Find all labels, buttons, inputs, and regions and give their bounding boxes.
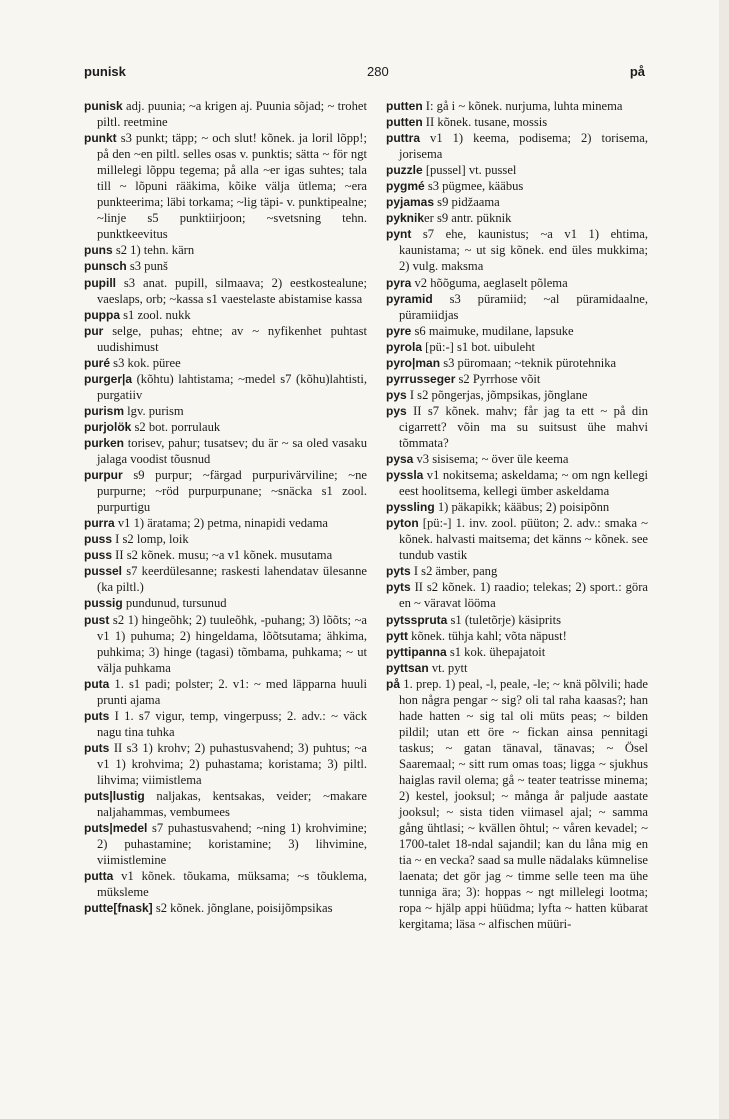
dictionary-entry xyxy=(84,371,367,403)
dictionary-entry xyxy=(386,676,648,933)
entry-definition: s1 kok. ühepajatoit xyxy=(446,644,546,659)
entry-headword: purra xyxy=(84,516,115,531)
entry-headword: pynt xyxy=(386,227,412,242)
entry-definition: selge, puhas; ehtne; av ~ nyfikenhet puhtast uudishimust xyxy=(97,323,367,354)
entry-definition: I s2 lomp, loik xyxy=(112,532,189,547)
entry-definition: v2 hõõguma, aeglaselt põlema xyxy=(411,275,568,290)
entry-definition: [pü:-] 1. inv. zool. püüton; 2. adv.: smaka ~ kõnek. halvasti maitsema; det känns ~ kõnek. see tundub vastik xyxy=(399,516,648,563)
entry-headword: putte[fnask] xyxy=(84,901,153,916)
entry-headword: pyttipanna xyxy=(386,644,447,659)
entry-definition: s9 purpur; ~färgad purpurivärviline; ~ne purpurne; ~röd purpurpunane; ~snäcka s1 zool. purpurtigu xyxy=(97,468,367,515)
left-column xyxy=(84,98,367,916)
entry-definition: adj. puunia; ~a krigen aj. Puunia sõjad; ~ trohet piltl. reetmine xyxy=(97,99,367,130)
entry-definition: II s2 kõnek. 1) raadio; telekas; 2) sport.: göra en ~ väravat lööma xyxy=(399,580,648,611)
dictionary-entry xyxy=(84,547,367,563)
entry-headword: purger|a xyxy=(84,371,133,386)
dictionary-entry xyxy=(84,435,367,467)
dictionary-entry xyxy=(386,339,648,355)
entry-headword: pyssling xyxy=(386,500,435,515)
dictionary-entry xyxy=(386,612,648,628)
dictionary-entry xyxy=(84,467,367,515)
entry-definition: 1. prep. 1) peal, -l, peale, -le; ~ knä põlvili; hade hon några pengar ~ sig? oli tal raha kaasas?; han hade hatten ~ sig tal oli müts peas; ~ bilden pildil; utan ett öre ~ fickan ainsa pennitagi taskus; ~ gatan tänaval, tänavas; ~ Ösel Saaremaal; ~ sitt rum omas toas; ligga ~ sjukhus haiglas ravil olema; gå ~ teater teatrisse minema; 2) kestel, jooksul; ~ många år paljude aastate jooksul; ~ sista tiden viimasel ajal; ~ samma gång ühtlasi; ~ kvällen õhtul; ~ våren kevadel; ~ 1700-talet 18-ndal sajandil; kan du låna mig en tia ~ en vecka? saad sa mulle nädalaks kümnelise laenata; det gör jag ~ timme selle teen ma ühe tunniga ära; 3): hoppas ~ ngt millelegi lootma; ropa ~ hjälp appi hüüdma; lyfta ~ hatten kübarat kergitama; läsa ~ alfischen müüri- xyxy=(399,676,648,932)
entry-headword: pyra xyxy=(386,275,412,290)
dictionary-entry xyxy=(84,676,367,708)
entry-definition: v3 sisisema; ~ över üle keema xyxy=(413,452,569,467)
dictionary-entry xyxy=(386,563,648,579)
dictionary-entry xyxy=(84,868,367,900)
dictionary-entry xyxy=(84,98,367,130)
entry-definition: s1 (tuletõrje) käsiprits xyxy=(447,612,562,627)
entry-headword: puré xyxy=(84,355,111,370)
dictionary-entry xyxy=(84,258,367,274)
entry-definition: s2 1) hingeõhk; 2) tuuleõhk, -puhang; 3) lõõts; ~a v1 1) puhuma; 2) hingeldama, lõõtsutama; ähkima, puhkima; 3) hinge (tagasi) tõmbama, puhkama; ~ ut välja puhkama xyxy=(97,612,367,675)
dictionary-entry xyxy=(386,628,648,644)
entry-definition: v1 kõnek. tõukama, müksama; ~s tõuklema, müksleme xyxy=(97,869,367,900)
dictionary-entry xyxy=(84,595,367,611)
entry-headword: puss xyxy=(84,532,113,547)
page-edge xyxy=(719,0,729,1119)
entry-headword: putten xyxy=(386,99,423,113)
dictionary-entry xyxy=(386,323,648,339)
entry-definition: II kõnek. tusane, mossis xyxy=(422,115,548,130)
entry-definition: naljakas, kentsakas, veider; ~makare naljahammas, vembumees xyxy=(97,789,367,820)
entry-headword: purpur xyxy=(84,468,123,483)
entry-headword: pys xyxy=(386,403,407,418)
dictionary-entry xyxy=(84,307,367,323)
dictionary-entry xyxy=(386,387,648,403)
entry-headword: pyjamas xyxy=(386,195,435,210)
entry-headword: pyts xyxy=(386,580,411,595)
entry-definition: s3 anat. pupill, silmaava; 2) eestkostealune; vaeslaps, orb; ~kassa s1 vaestelaste abistamise kassa xyxy=(97,275,367,306)
entry-definition: s3 punkt; täpp; ~ och slut! kõnek. ja loril lõpp!; på den ~en piltl. selles osas v. punktis; sätta ~ för ngt millelegi lõppu tegema; på alla ~er igas suhtes; tala till ~ lõpuni rääkima, kõike välja ütlema; ~era punkteerima; läbi torkama; ~lig täpi- v. punktipealne; ~linje s5 punktiirjoon; ~svetsning tehn. punktkeevitus xyxy=(97,131,367,242)
dictionary-entry xyxy=(386,371,648,387)
entry-definition: II s7 kõnek. mahv; får jag ta ett ~ på din cigarrett? võin ma su suitsust ühe mahvi tõmmata? xyxy=(399,403,648,450)
entry-definition: s2 Pyrrhose võit xyxy=(455,371,541,386)
dictionary-entry xyxy=(386,355,648,371)
entry-definition: s3 punš xyxy=(126,259,168,274)
entry-definition: II s2 kõnek. musu; ~a v1 kõnek. musutama xyxy=(112,548,333,563)
entry-definition: 1. s1 padi; polster; 2. v1: ~ med läpparna huuli prunti ajama xyxy=(97,676,367,707)
entry-headword: puts xyxy=(84,740,110,755)
entry-headword: pur xyxy=(84,323,104,338)
entry-headword: purken xyxy=(84,435,125,450)
entry-headword: purjolök xyxy=(84,419,132,434)
entry-headword: pyton xyxy=(386,516,419,531)
entry-headword: puts|lustig xyxy=(84,789,145,804)
dictionary-entry xyxy=(84,242,367,258)
dictionary-entry xyxy=(84,403,367,419)
entry-headword: puns xyxy=(84,243,113,258)
dictionary-entry xyxy=(84,355,367,371)
entry-definition: 1) päkapikk; kääbus; 2) poisipõnn xyxy=(434,500,610,515)
entry-definition: kõnek. tühja kahl; võta näpust! xyxy=(408,628,567,643)
entry-definition: v1 nokitsema; askeldama; ~ om ngn kellegi eest hoolitsema, kellegi ümber askeldama xyxy=(399,468,648,499)
entry-definition: lgv. purism xyxy=(124,403,184,418)
entry-headword: pyre xyxy=(386,323,412,338)
entry-headword: putta xyxy=(84,869,114,884)
dictionary-entry xyxy=(386,515,648,563)
entry-definition: s9 pidžaama xyxy=(434,195,500,210)
dictionary-entry xyxy=(84,130,367,242)
dictionary-entry xyxy=(386,451,648,467)
dictionary-entry xyxy=(386,403,648,451)
dictionary-entry xyxy=(84,563,367,595)
dictionary-entry xyxy=(386,467,648,499)
dictionary-entry xyxy=(84,740,367,788)
dictionary-entry xyxy=(386,178,648,194)
entry-headword: pytt xyxy=(386,628,408,643)
entry-definition: II s3 1) krohv; 2) puhastusvahend; 3) puhtus; ~a v1 1) krohvima; 2) puhastama; koristama; 3) piltl. lihvima; viimistlema xyxy=(97,740,367,787)
entry-headword: puts xyxy=(84,708,110,723)
dictionary-entry xyxy=(386,660,648,676)
entry-headword: puttra xyxy=(386,131,420,146)
entry-definition: er s9 antr. püknik xyxy=(424,211,512,226)
entry-definition: s3 kok. püree xyxy=(110,355,181,370)
entry-headword: puss xyxy=(84,548,113,563)
dictionary-entry xyxy=(386,98,648,114)
entry-headword: pys xyxy=(386,387,407,402)
left-guide-word: punisk xyxy=(84,63,126,79)
entry-headword: pyrrusseger xyxy=(386,371,456,386)
dictionary-entry xyxy=(84,612,367,676)
entry-definition: s3 püramiid; ~al püramidaalne, püramiidjas xyxy=(399,291,648,322)
entry-headword: pyramid xyxy=(386,291,433,306)
entry-headword: pyrola xyxy=(386,339,423,354)
entry-definition: v1 1) keema, podisema; 2) torisema, jorisema xyxy=(399,131,648,162)
dictionary-entry xyxy=(386,194,648,210)
entry-definition: s3 püromaan; ~teknik pürotehnika xyxy=(440,355,617,370)
entry-definition: s7 ehe, kaunistus; ~a v1 1) ehtima, kaunistama; ~ ut sig kõnek. end üles mukkima; 2) vulg. maksma xyxy=(399,227,648,274)
dictionary-entry xyxy=(84,900,367,916)
dictionary-entry xyxy=(386,114,648,130)
entry-definition: s2 kõnek. jõnglane, poisijõmpsikas xyxy=(152,901,333,916)
entry-definition: s3 pügmee, kääbus xyxy=(424,179,524,194)
entry-definition: vt. pytt xyxy=(428,660,468,675)
entry-headword: puts|medel xyxy=(84,821,148,836)
entry-headword: pust xyxy=(84,612,110,627)
entry-definition: I: gå i ~ kõnek. nurjuma, luhta minema xyxy=(422,99,623,113)
dictionary-entry xyxy=(386,275,648,291)
entry-definition: [pü:-] s1 bot. uibuleht xyxy=(422,339,535,354)
entry-headword: puta xyxy=(84,676,110,691)
dictionary-entry xyxy=(84,708,367,740)
right-guide-word: på xyxy=(629,63,645,79)
dictionary-entry xyxy=(386,291,648,323)
entry-definition: torisev, pahur; tusatsev; du är ~ sa oled vasaku jalaga voodist tõusnud xyxy=(97,435,367,467)
entry-headword: puppa xyxy=(84,307,120,322)
entry-definition: I s2 ämber, pang xyxy=(410,564,498,579)
dictionary-entry xyxy=(84,788,367,820)
entry-headword: puzzle xyxy=(386,163,423,178)
dictionary-entry xyxy=(386,210,648,226)
entry-headword: punisk xyxy=(84,99,123,113)
entry-definition: (kõhtu) lahtistama; ~medel s7 (kõhu)lahtisti, purgatiiv xyxy=(97,371,367,402)
dictionary-entry xyxy=(386,579,648,611)
entry-headword: pyro|man xyxy=(386,355,441,370)
entry-headword: pyttsan xyxy=(386,660,429,675)
entry-headword: pussig xyxy=(84,596,123,611)
entry-headword: putten xyxy=(386,115,423,130)
dictionary-entry xyxy=(386,162,648,178)
entry-definition: [pussel] vt. pussel xyxy=(422,163,517,178)
entry-definition: s2 1) tehn. kärn xyxy=(112,243,195,258)
entry-definition: I 1. s7 vigur, temp, vingerpuss; 2. adv.: ~ väck nagu tina tuhka xyxy=(97,708,367,739)
entry-definition: s7 puhastusvahend; ~ning 1) krohvimine; 2) puhastamine; koristamine; 3) lihvimine, viimistlemine xyxy=(97,821,367,868)
dictionary-entry xyxy=(84,419,367,435)
entry-definition: s7 keerdülesanne; raskesti lahendatav ülesanne (ka piltl.) xyxy=(97,564,367,595)
dictionary-entry xyxy=(84,275,367,307)
dictionary-entry xyxy=(386,499,648,515)
entry-headword: punsch xyxy=(84,259,127,274)
page-number: 280 xyxy=(367,63,389,79)
dictionary-entry xyxy=(386,130,648,162)
dictionary-entry xyxy=(386,644,648,660)
entry-headword: punkt xyxy=(84,131,117,146)
entry-definition: v1 1) äratama; 2) petma, ninapidi vedama xyxy=(114,516,329,531)
dictionary-entry xyxy=(386,226,648,274)
dictionary-entry xyxy=(84,820,367,868)
entry-definition: pundunud, tursunud xyxy=(122,596,227,611)
entry-definition: I s2 põngerjas, jõmpsikas, jõnglane xyxy=(406,387,588,402)
entry-headword: purism xyxy=(84,403,125,418)
dictionary-entry xyxy=(84,515,367,531)
entry-headword: pytsspruta xyxy=(386,612,448,627)
entry-definition: s6 maimuke, mudilane, lapsuke xyxy=(411,323,574,338)
entry-headword: pyts xyxy=(386,564,411,579)
entry-headword: pussel xyxy=(84,564,123,579)
dictionary-entry xyxy=(84,323,367,355)
entry-definition: s2 bot. porrulauk xyxy=(131,419,221,434)
entry-definition: s1 zool. nukk xyxy=(120,307,191,322)
entry-headword: pysa xyxy=(386,452,414,467)
entry-headword: på xyxy=(386,676,401,691)
entry-headword: pyknik xyxy=(386,211,425,226)
entry-headword: pygmé xyxy=(386,179,425,194)
entry-headword: pupill xyxy=(84,275,116,290)
dictionary-entry xyxy=(84,531,367,547)
page-header xyxy=(84,60,645,82)
entry-headword: pyssla xyxy=(386,468,424,483)
right-column xyxy=(386,98,648,932)
